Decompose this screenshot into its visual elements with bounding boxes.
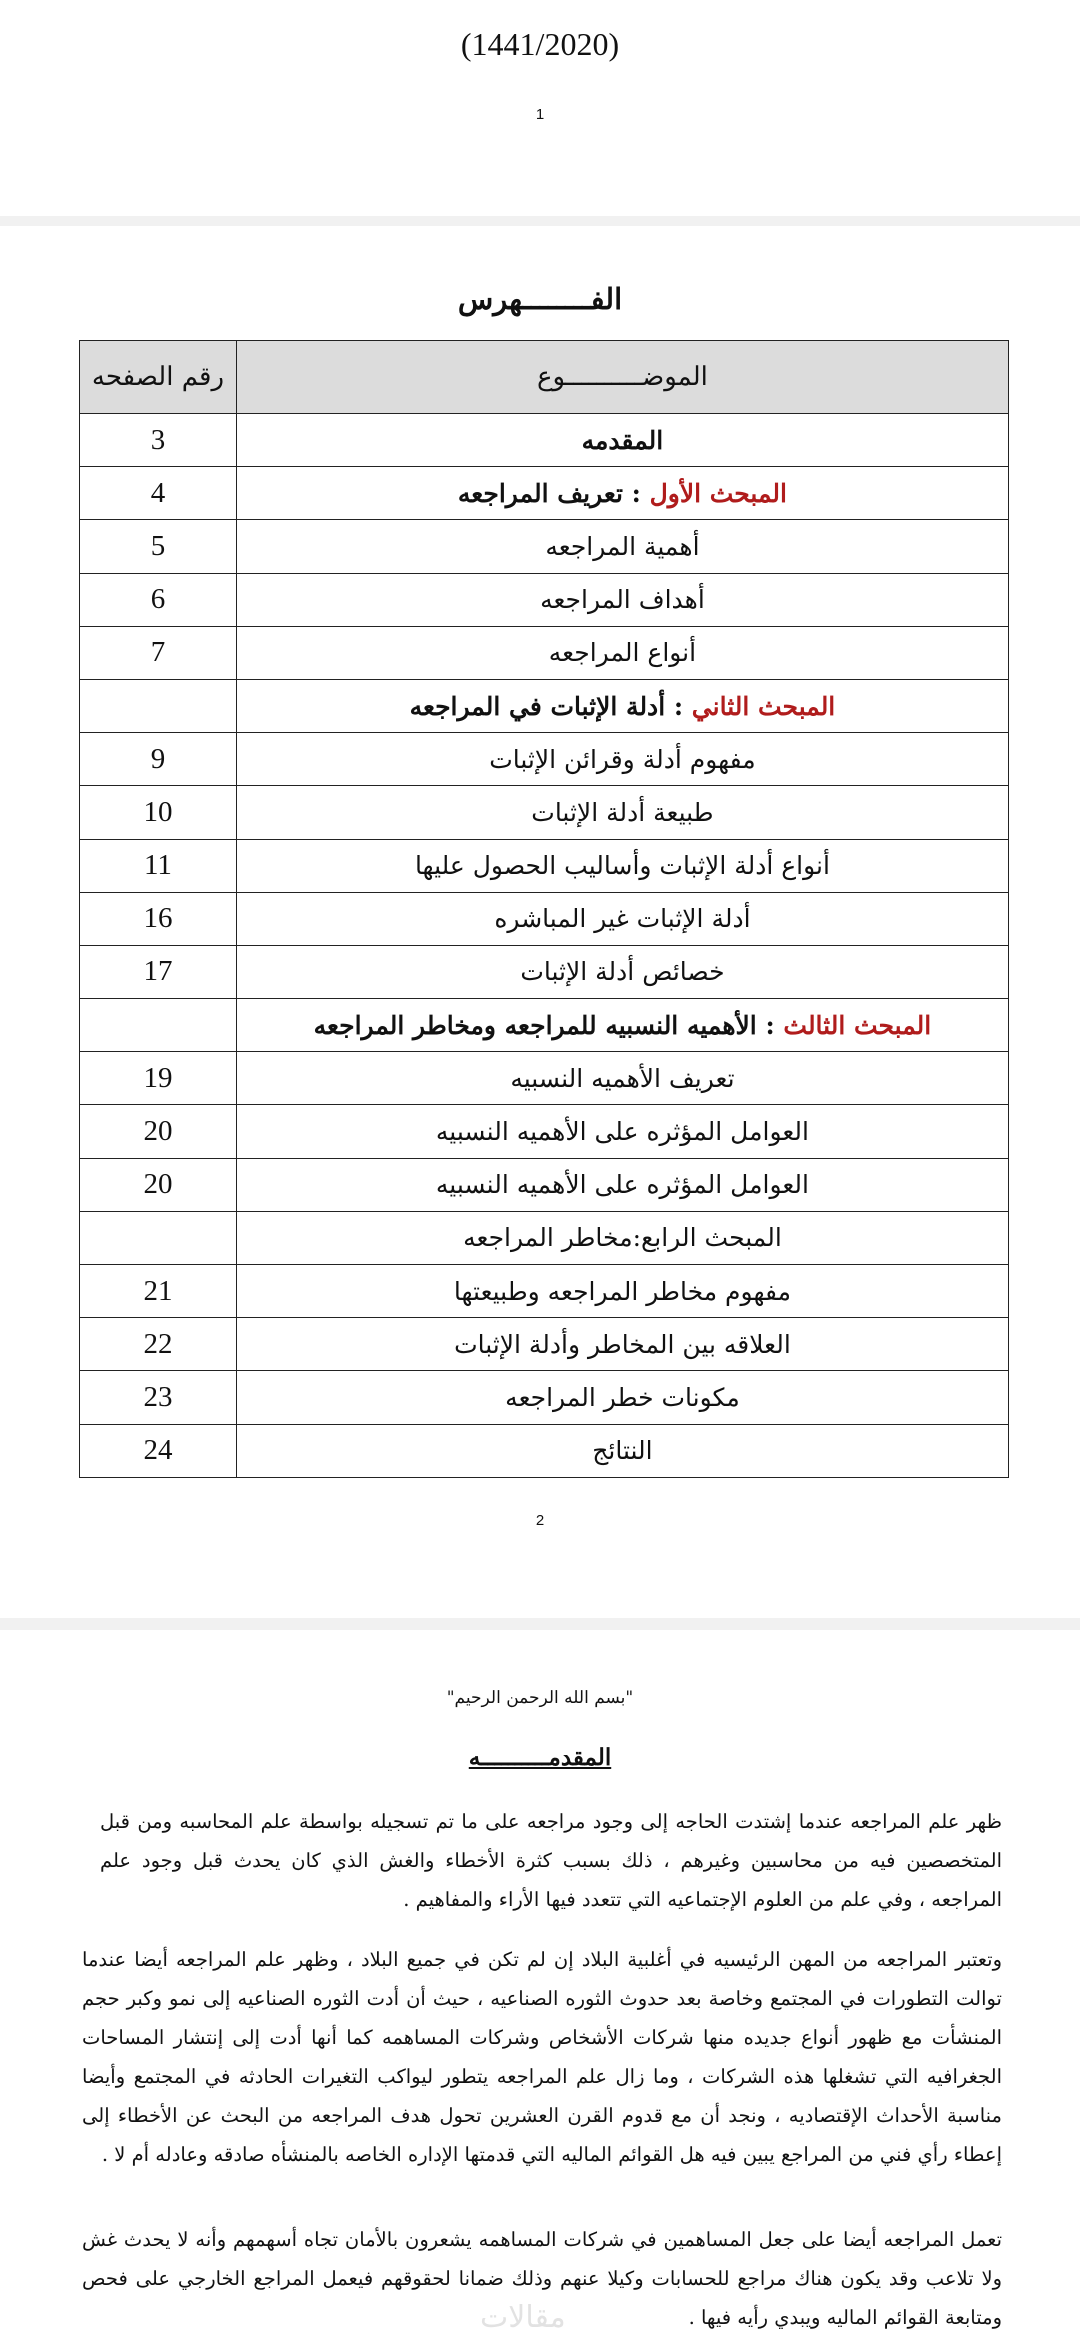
toc-row	[80, 733, 1009, 786]
toc-header-page: رقم الصفحه	[80, 341, 237, 414]
toc-page-cell: 6	[80, 573, 237, 626]
toc-row	[80, 1265, 1009, 1318]
toc-topic-cell	[236, 1158, 1008, 1211]
toc-topic-cell	[236, 839, 1008, 892]
toc-topic-cell	[236, 999, 1008, 1052]
toc-row	[80, 626, 1009, 679]
toc-page-cell: 23	[80, 1371, 237, 1424]
toc-topic-text: أهداف المراجعه	[540, 585, 705, 615]
toc-chapter-label: المبحث الثاني	[691, 691, 836, 721]
watermark: مقالات	[480, 2300, 566, 2335]
toc-topic-cell	[236, 1105, 1008, 1158]
toc-topic-cell	[236, 1424, 1008, 1477]
toc-page-cell	[80, 1211, 237, 1264]
toc-row	[80, 467, 1009, 520]
toc-row	[80, 786, 1009, 839]
toc-topic-text: تعريف الأهميه النسبيه	[510, 1063, 735, 1093]
toc-topic-text: طبيعة أدلة الإثبات	[531, 797, 714, 827]
page-separator	[0, 1618, 1080, 1630]
toc-topic-cell	[236, 945, 1008, 998]
toc-topic-cell	[236, 679, 1008, 732]
paragraph: تعمل المراجعه أيضا على جعل المساهمين في شركات المساهمه يشعرون بالأمان تجاه أسهمهم وأنه لا يحدث غش ولا تلاعب وقد يكون هناك مراجع للحسابات وكيلا عنهم وذلك ضمانا لحقوقهم فيعمل المراجع الخارجي على فحص ومتابعة القوائم الماليه ويبدي رأيه فيها .	[82, 2228, 1002, 2329]
toc-row	[80, 414, 1009, 467]
toc-page-cell: 4	[80, 467, 237, 520]
toc-title: الفــــــــهرس	[457, 282, 623, 316]
toc-topic-cell	[236, 1318, 1008, 1371]
year-label: (1441/2020)	[460, 26, 620, 62]
toc-row	[80, 1424, 1009, 1477]
toc-row	[80, 945, 1009, 998]
toc-page-cell: 21	[80, 1265, 237, 1318]
toc-page-cell: 20	[80, 1158, 237, 1211]
toc-page-cell: 10	[80, 786, 237, 839]
toc-page-cell: 22	[80, 1318, 237, 1371]
toc-header-topic: الموضــــــــــوع	[236, 341, 1008, 414]
document-page-3	[0, 1630, 1080, 2340]
paragraph: ظهر علم المراجعه عندما إشتدت الحاجه إلى وجود مراجعه على ما تم تسجيله بواسطة علم المحاسبه ومن قبل المتخصصين فيه من محاسبين وغيرهم ، ذلك بسبب كثرة الأخطاء والغش الذي كان يحدث قبل وجود علم المراجعه ، وفي علم من العلوم الإجتماعيه التي تتعدد فيها الأراء والمفاهيم .	[100, 1810, 1002, 1911]
toc-topic-text: : تعريف المراجعه	[457, 478, 650, 508]
toc-topic-text: أدلة الإثبات غير المباشره	[494, 904, 751, 934]
toc-page-cell: 20	[80, 1105, 237, 1158]
toc-topic-text: العوامل المؤثره على الأهميه النسبيه	[435, 1170, 809, 1200]
document-page-2	[0, 226, 1080, 1618]
toc-topic-cell	[236, 786, 1008, 839]
toc-page-cell: 11	[80, 839, 237, 892]
toc-topic-text: المبحث الرابع:مخاطر المراجعه	[463, 1223, 782, 1253]
toc-page-cell: 5	[80, 520, 237, 573]
toc-topic-cell	[236, 626, 1008, 679]
toc-topic-text: : الأهميه النسبيه للمراجعه ومخاطر المراجعه	[313, 1010, 784, 1040]
page-separator	[0, 216, 1080, 226]
toc-row	[80, 679, 1009, 732]
toc-topic-cell	[236, 1265, 1008, 1318]
toc-chapter-label: المبحث الثالث	[783, 1010, 932, 1040]
toc-topic-text: العوامل المؤثره على الأهميه النسبيه	[435, 1117, 809, 1147]
toc-topic-text: : أدلة الإثبات في المراجعه	[409, 691, 692, 721]
toc-topic-cell	[236, 1211, 1008, 1264]
toc-row	[80, 1371, 1009, 1424]
toc-row	[80, 839, 1009, 892]
page-number: 2	[535, 1512, 545, 1529]
toc-page-cell	[80, 999, 237, 1052]
toc-body	[80, 414, 1009, 1478]
toc-topic-cell	[236, 573, 1008, 626]
toc-row	[80, 999, 1009, 1052]
document-page-1	[0, 0, 1080, 216]
paragraph: وتعتبر المراجعه من المهن الرئيسيه في أغلبية البلاد إن لم تكن في جميع البلاد ، وظهر علم المراجعه أيضا عندما توالت التطورات في المجتمع وخاصة بعد حدوث الثوره الصناعيه ، حيث أن أدت الثوره الصناعيه إلى نمو وكبر حجم المنشأت مع ظهور أنواع جديده منها شركات الأشخاص وشركات المساهمه كما أنها أدت إلى إنتشار المساحات الجغرافيه التي تشغلها هذه الشركات ، وما زال علم المراجعه يتطور ليواكب التغيرات الحادثه في المجتمع وأيضا مناسبة الأحداث الإقتصاديه ، ونجد أن مع قدوم القرن العشرين تحول هدف المراجعه من البحث عن الأخطاء إلى إعطاء رأي فني من المراجع يبين فيه هل القوائم الماليه التي قدمتها الإداره الخاصه بالمنشأه صادقه وعادله أم لا .	[82, 1948, 1002, 2166]
toc-row	[80, 520, 1009, 573]
toc-row	[80, 1158, 1009, 1211]
toc-row	[80, 1052, 1009, 1105]
basmala: "بسم الله الرحمن الرحيم"	[446, 1688, 634, 1708]
toc-header-row	[80, 341, 1009, 414]
toc-row	[80, 573, 1009, 626]
toc-topic-cell	[236, 1052, 1008, 1105]
toc-page-cell: 16	[80, 892, 237, 945]
toc-topic-cell	[236, 892, 1008, 945]
toc-page-cell: 19	[80, 1052, 237, 1105]
toc-page-cell: 9	[80, 733, 237, 786]
toc-row	[80, 1318, 1009, 1371]
toc-chapter-label: المبحث الأول	[649, 478, 787, 508]
toc-topic-text: مفهوم مخاطر المراجعه وطبيعتها	[453, 1276, 791, 1306]
toc-topic-cell	[236, 520, 1008, 573]
toc-row	[80, 892, 1009, 945]
toc-row	[80, 1105, 1009, 1158]
toc-topic-text: أنواع أدلة الإثبات وأساليب الحصول عليها	[414, 851, 830, 881]
toc-table	[79, 340, 1009, 1478]
toc-topic-text: المقدمه	[581, 425, 664, 455]
toc-page-cell: 24	[80, 1424, 237, 1477]
toc-page-cell: 3	[80, 414, 237, 467]
toc-page-cell	[80, 679, 237, 732]
toc-page-cell: 7	[80, 626, 237, 679]
toc-topic-text: العلاقه بين المخاطر وأدلة الإثبات	[454, 1329, 791, 1359]
toc-page-cell: 17	[80, 945, 237, 998]
toc-topic-text: أنواع المراجعه	[548, 638, 697, 668]
page-number: 1	[535, 106, 545, 123]
toc-topic-text: النتائج	[592, 1436, 653, 1466]
toc-topic-cell	[236, 467, 1008, 520]
toc-topic-text: مكونات خطر المراجعه	[505, 1382, 740, 1412]
toc-topic-text: أهمية المراجعه	[545, 531, 700, 561]
toc-topic-text: مفهوم أدلة وقرائن الإثبات	[489, 744, 756, 774]
toc-topic-cell	[236, 414, 1008, 467]
toc-topic-text: خصائص أدلة الإثبات	[520, 957, 725, 987]
section-title: المقدمــــــــــه	[468, 1744, 612, 1771]
toc-row	[80, 1211, 1009, 1264]
toc-topic-cell	[236, 1371, 1008, 1424]
toc-topic-cell	[236, 733, 1008, 786]
